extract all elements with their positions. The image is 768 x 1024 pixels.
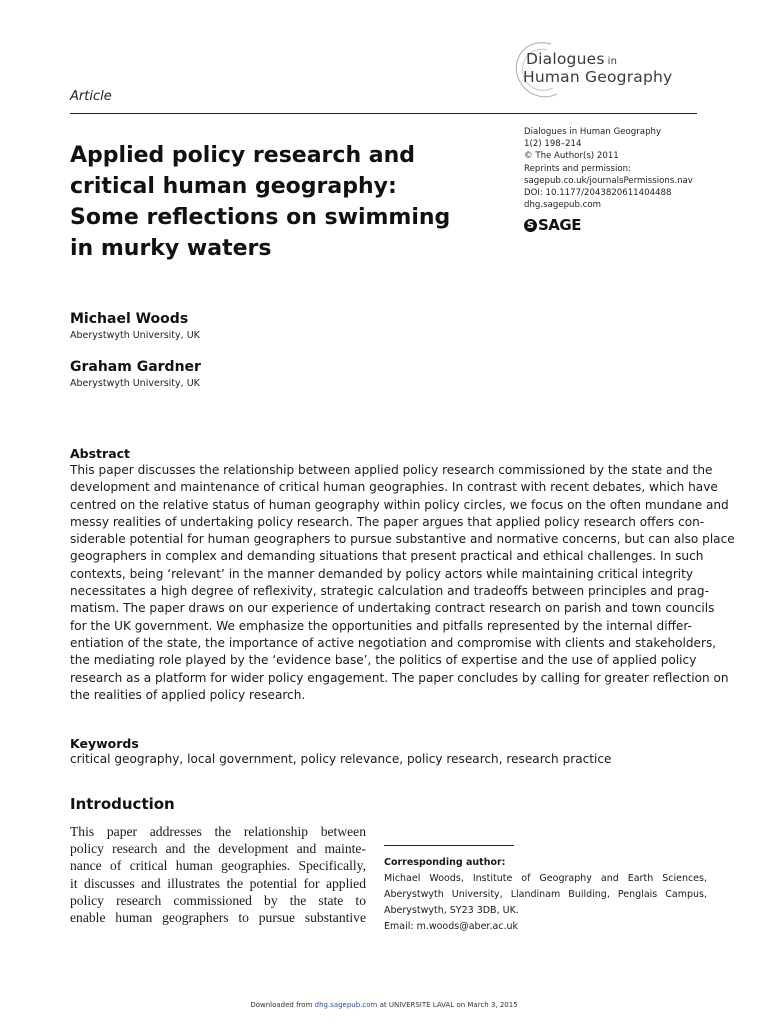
- author-name: Graham Gardner: [70, 359, 201, 375]
- sage-wordmark: SAGE: [538, 216, 581, 234]
- abstract-line: matism. The paper draws on our experience of undertaking contract research on parish and town councils: [70, 601, 715, 616]
- abstract-line: contexts, being ‘relevant’ in the manner demanded by policy actors while maintaining critical integrity: [70, 566, 694, 581]
- abstract-line: geographers in complex and demanding situations that present practical and ethical challenges. In such: [70, 549, 704, 564]
- meta-doi[interactable]: DOI: 10.1177/2043820611404488: [524, 188, 672, 199]
- intro-line: enable human geographers to pursue substantive: [70, 910, 366, 926]
- footnote-rule: [384, 845, 514, 846]
- download-footer: [0, 1001, 768, 1009]
- title-line: Some reflections on swimming: [70, 205, 451, 230]
- meta-copyright: © The Author(s) 2011: [524, 151, 619, 162]
- meta-volume: 1(2) 198–214: [524, 139, 582, 150]
- title-line: Applied policy research and: [70, 143, 416, 168]
- footer-prefix: Downloaded from: [250, 1001, 313, 1009]
- abstract-line: for the UK government. We emphasize the opportunities and pitfalls represented by the internal differ-: [70, 618, 692, 633]
- journal-logo-line1: Dialogues: [526, 50, 605, 68]
- paper-title: [70, 140, 510, 264]
- title-line: critical human geography:: [70, 174, 397, 199]
- abstract-text: [70, 462, 735, 704]
- intro-line: policy research commissioned by the state to: [70, 892, 366, 908]
- abstract-line: development and maintenance of critical human geographies. In contrast with recent debates, which have: [70, 480, 718, 495]
- sage-logo: [524, 216, 581, 234]
- meta-journal-name: Dialogues in Human Geography: [524, 127, 662, 137]
- journal-metadata: [524, 126, 693, 211]
- corresponding-author-line: Aberystwyth University, Llandinam Building, Penglais Campus,: [384, 889, 707, 900]
- keywords-text: critical geography, local government, policy relevance, policy research, research practice: [70, 752, 612, 766]
- intro-line: it discusses and illustrates the potential for applied: [70, 875, 366, 891]
- article-type-label: Article: [70, 89, 112, 104]
- meta-reprints: Reprints and permission:: [524, 163, 631, 174]
- abstract-line: messy realities of undertaking policy research. The paper argues that applied policy research offers con-: [70, 514, 705, 529]
- corresponding-author-heading: Corresponding author:: [384, 857, 506, 868]
- intro-line: nance of critical human geographies. Specifically,: [70, 858, 366, 874]
- abstract-line: centred on the relative status of human geography within policy circles, we focus on the often mundane and: [70, 497, 729, 512]
- abstract-line: This paper discusses the relationship between applied policy research commissioned by the state and the: [70, 463, 713, 477]
- abstract-line: research as a platform for wider policy engagement. The paper concludes by calling for greater reflection on: [70, 670, 729, 685]
- corresponding-author-line: Aberystwyth, SY23 3DB, UK.: [384, 905, 519, 916]
- journal-logo-line2: Human Geography: [523, 68, 673, 86]
- author-affiliation: Aberystwyth University, UK: [70, 378, 200, 389]
- footer-suffix: at UNIVERSITE LAVAL on March 3, 2015: [379, 1001, 518, 1009]
- author-block: [70, 359, 201, 389]
- abstract-line: entiation of the state, the importance of active negotiation and compromise with clients and stakeholders,: [70, 635, 717, 650]
- meta-permissions-link[interactable]: sagepub.co.uk/journalsPermissions.nav: [524, 175, 693, 186]
- author-block: [70, 311, 200, 341]
- abstract-line: the mediating role played by the ‘evidence base’, the politics of expertise and the use of applied policy: [70, 653, 697, 668]
- introduction-heading: Introduction: [70, 795, 175, 813]
- sage-s-icon: S: [524, 219, 537, 232]
- abstract-line: the realities of applied policy research.: [70, 687, 306, 702]
- introduction-text: [70, 823, 366, 926]
- footer-link[interactable]: dhg.sagepub.com: [314, 1001, 378, 1009]
- journal-logo-line1-small: in: [607, 56, 618, 67]
- corresponding-author-line: Michael Woods, Institute of Geography and Earth Sciences,: [384, 873, 707, 884]
- title-line: in murky waters: [70, 236, 272, 261]
- meta-journal-url[interactable]: dhg.sagepub.com: [524, 200, 602, 211]
- abstract-line: necessitates a high degree of reflexivity, strategic calculation and tradeoffs between principles and prag-: [70, 584, 709, 599]
- author-affiliation: Aberystwyth University, UK: [70, 330, 200, 341]
- intro-line: This paper addresses the relationship between: [70, 824, 366, 839]
- journal-logo: [511, 36, 721, 106]
- corresponding-author-note: [384, 855, 707, 935]
- header-rule: [70, 113, 697, 114]
- corresponding-author-email[interactable]: Email: m.woods@aber.ac.uk: [384, 921, 519, 932]
- author-name: Michael Woods: [70, 311, 189, 327]
- abstract-line: siderable potential for human geographers to pursue substantive and normative concerns, but can also place: [70, 532, 735, 547]
- intro-line: policy research and the development and mainte-: [70, 841, 366, 857]
- keywords-heading: Keywords: [70, 736, 139, 751]
- abstract-heading: Abstract: [70, 446, 131, 461]
